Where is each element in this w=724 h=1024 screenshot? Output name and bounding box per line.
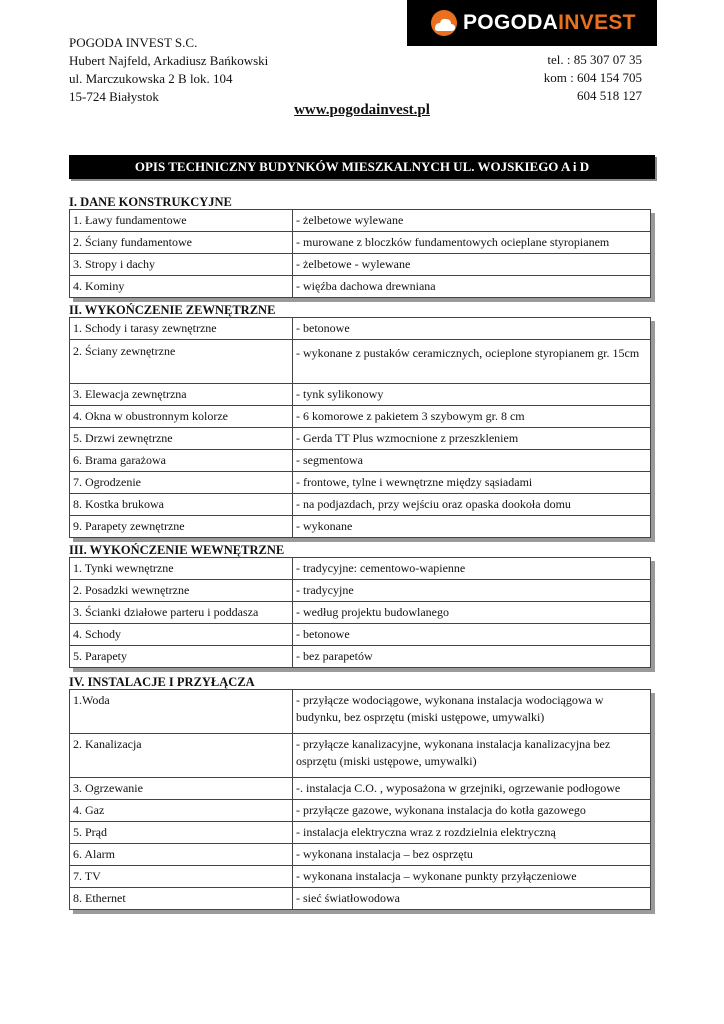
table-row (70, 494, 651, 516)
spec-item: 2. Ściany zewnętrzne (70, 340, 293, 384)
spec-value: - żelbetowe - wylewane (293, 254, 651, 276)
spec-value: -. instalacja C.O. , wyposażona w grzejniki, ogrzewanie podłogowe (293, 778, 651, 800)
table-row (70, 800, 651, 822)
spec-value: - betonowe (293, 318, 651, 340)
spec-value: - tradycyjne (293, 580, 651, 602)
spec-item: 5. Prąd (70, 822, 293, 844)
spec-item: 5. Parapety (70, 646, 293, 668)
company-contacts (544, 51, 642, 105)
spec-value: - betonowe (293, 624, 651, 646)
spec-value: - murowane z bloczków fundamentowych ocieplane styropianem (293, 232, 651, 254)
spec-item: 1. Ławy fundamentowe (70, 210, 293, 232)
section-title: I. DANE KONSTRUKCYJNE (69, 195, 232, 209)
spec-value: - sieć światłowodowa (293, 888, 651, 910)
spec-item: 4. Okna w obustronnym kolorze (70, 406, 293, 428)
spec-item: 8. Ethernet (70, 888, 293, 910)
table-row (70, 210, 651, 232)
sun-cloud-logo-icon (429, 8, 459, 38)
section-title: IV. INSTALACJE I PRZYŁĄCZA (69, 675, 255, 689)
company-name: POGODA INVEST S.C. (69, 35, 198, 50)
phone-mobile-1: kom : 604 154 705 (543, 70, 642, 85)
spec-value: - wykonana instalacja – bez osprzętu (293, 844, 651, 866)
spec-value: - według projektu budowlanego (293, 602, 651, 624)
table-row (70, 866, 651, 888)
spec-value: - wykonane z pustaków ceramicznych, ocieplone styropianem gr. 15cm (293, 340, 651, 384)
table-row (70, 232, 651, 254)
spec-item: 6. Brama garażowa (70, 450, 293, 472)
spec-value: - żelbetowe wylewane (293, 210, 651, 232)
spec-item: 4. Kominy (70, 276, 293, 298)
table-row (70, 406, 651, 428)
spec-table (69, 317, 651, 538)
table-row (70, 690, 651, 734)
logo-text-invest: INVEST (558, 11, 636, 34)
spec-value: - tynk sylikonowy (293, 384, 651, 406)
spec-value: - wykonane (293, 516, 651, 538)
spec-value: - segmentowa (293, 450, 651, 472)
table-row (70, 318, 651, 340)
spec-value: - frontowe, tylne i wewnętrzne między sąsiadami (293, 472, 651, 494)
section-installations (69, 675, 651, 910)
spec-table (69, 689, 651, 910)
spec-item: 4. Schody (70, 624, 293, 646)
spec-item: 2. Posadzki wewnętrzne (70, 580, 293, 602)
table-row (70, 276, 651, 298)
table-row (70, 844, 651, 866)
phone-tel: tel. : 85 307 07 35 (547, 52, 642, 67)
section-construction (69, 195, 651, 298)
table-row (70, 822, 651, 844)
company-logo (407, 0, 657, 46)
company-address (69, 34, 268, 106)
table-row (70, 888, 651, 910)
spec-item: 2. Ściany fundamentowe (70, 232, 293, 254)
spec-value: - na podjazdach, przy wejściu oraz opaska dookoła domu (293, 494, 651, 516)
spec-value: - instalacja elektryczna wraz z rozdzielnia elektryczną (293, 822, 651, 844)
spec-item: 1.Woda (70, 690, 293, 734)
spec-item: 3. Stropy i dachy (70, 254, 293, 276)
spec-value: - bez parapetów (293, 646, 651, 668)
section-title: III. WYKOŃCZENIE WEWNĘTRZNE (69, 543, 285, 557)
spec-item: 3. Ścianki działowe parteru i poddasza (70, 602, 293, 624)
spec-item: 4. Gaz (70, 800, 293, 822)
spec-value: - Gerda TT Plus wzmocnione z przeszkleniem (293, 428, 651, 450)
spec-value: - więźba dachowa drewniana (293, 276, 651, 298)
table-row (70, 734, 651, 778)
spec-item: 9. Parapety zewnętrzne (70, 516, 293, 538)
table-row (70, 558, 651, 580)
spec-item: 3. Ogrzewanie (70, 778, 293, 800)
spec-item: 1. Schody i tarasy zewnętrzne (70, 318, 293, 340)
spec-value: - przyłącze wodociągowe, wykonana instalacja wodociągowa w budynku, bez osprzętu (miski ustępowe, umywalki) (293, 690, 651, 734)
section-interior-finish (69, 543, 651, 668)
table-row (70, 472, 651, 494)
phone-mobile-2: 604 518 127 (577, 88, 642, 103)
table-row (70, 450, 651, 472)
table-row (70, 778, 651, 800)
website-link[interactable]: www.pogodainvest.pl (294, 102, 430, 118)
spec-item: 7. TV (70, 866, 293, 888)
logo-text-pogoda: POGODA (463, 11, 559, 34)
document-title: OPIS TECHNICZNY BUDYNKÓW MIESZKALNYCH UL. WOJSKIEGO A i D (69, 155, 655, 179)
spec-item: 7. Ogrodzenie (70, 472, 293, 494)
spec-item: 3. Elewacja zewnętrzna (70, 384, 293, 406)
company-owners: Hubert Najfeld, Arkadiusz Bańkowski (69, 53, 269, 68)
spec-value: - przyłącze gazowe, wykonana instalacja do kotła gazowego (293, 800, 651, 822)
spec-value: - przyłącze kanalizacyjne, wykonana instalacja kanalizacyjna bez osprzętu (miski ustępowe, umywalki) (293, 734, 651, 778)
company-city: 15-724 Białystok (69, 89, 159, 104)
spec-table (69, 557, 651, 668)
table-row (70, 580, 651, 602)
table-row (70, 624, 651, 646)
table-row (70, 602, 651, 624)
section-exterior-finish (69, 303, 651, 538)
spec-item: 8. Kostka brukowa (70, 494, 293, 516)
company-street: ul. Marczukowska 2 B lok. 104 (69, 71, 233, 86)
table-row (70, 254, 651, 276)
spec-item: 1. Tynki wewnętrzne (70, 558, 293, 580)
table-row (70, 516, 651, 538)
table-row (70, 340, 651, 384)
table-row (70, 428, 651, 450)
table-row (70, 646, 651, 668)
table-row (70, 384, 651, 406)
spec-table (69, 209, 651, 298)
spec-item: 5. Drzwi zewnętrzne (70, 428, 293, 450)
spec-item: 6. Alarm (70, 844, 293, 866)
spec-value: - wykonana instalacja – wykonane punkty przyłączeniowe (293, 866, 651, 888)
spec-value: - 6 komorowe z pakietem 3 szybowym gr. 8 cm (293, 406, 651, 428)
spec-value: - tradycyjne: cementowo-wapienne (293, 558, 651, 580)
spec-item: 2. Kanalizacja (70, 734, 293, 778)
section-title: II. WYKOŃCZENIE ZEWNĘTRZNE (69, 303, 276, 317)
